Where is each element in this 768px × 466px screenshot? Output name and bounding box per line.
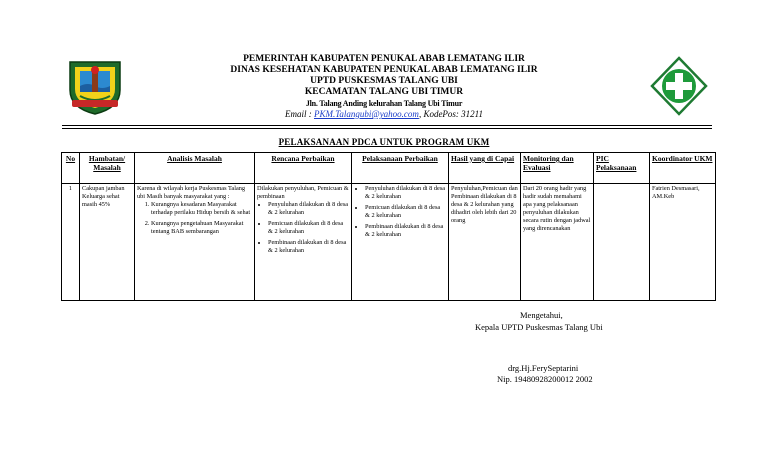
cell-rencana (255, 184, 352, 301)
pelaksanaan-item: • Pemicuan dilakukan di 8 desa & 2 kelurahan (365, 204, 446, 220)
analisis-item: 1. Kurangnya kesadaran Masyarakat terhadap perilaku Hidup bersih & sehat (151, 201, 252, 217)
cell-hambatan: Cakupan jamban Keluarga sehat masih 45% (80, 184, 135, 301)
letterhead-line-2: DINAS KESEHATAN KABUPATEN PENUKAL ABAB LEMATANG ILIR (230, 65, 538, 75)
header-pelaksanaan: Pelaksanaan Perbaikan (352, 153, 449, 184)
signature-name: drg.Hj.FerySeptarini (508, 363, 579, 373)
analisis-intro: Karena di wilayah kerja Puskesmas Talang ubi Masih banyak masyarakat yang : (137, 185, 246, 200)
cell-no: 1 (62, 184, 80, 301)
cell-analisis (135, 184, 255, 301)
pelaksanaan-list (354, 185, 446, 239)
cell-koordinator: Fatrien Desmasari, AM.Keb (650, 184, 716, 301)
cell-monitoring: Dari 20 orang hadir yang hadir sudah memahami apa yang pelaksanaan penyuluhan dilakukan secara rutin dengan jadwal yang direncanakan (521, 184, 594, 301)
letterhead-line-1: PEMERINTAH KABUPATEN PENUKAL ABAB LEMATANG ILIR (243, 54, 525, 64)
signature-position: Kepala UPTD Puskesmas Talang Ubi (475, 322, 603, 332)
header-koordinator: Koordinator UKM (650, 153, 716, 184)
cell-hasil: Penyuluhan,Pemicuan dan Pembinaan dilakukan di 8 desa & 2 kelurahan yang dihadiri oleh lebih dari 20 orang (449, 184, 521, 301)
header-monitoring: Monitoring dan Evaluasi (521, 153, 594, 184)
letterhead-line-4: KECAMATAN TALANG UBI TIMUR (304, 87, 464, 97)
header-hambatan: Hambatan/ Masalah (80, 153, 135, 184)
postal-code: , KodePos: 31211 (418, 109, 484, 119)
letterhead-rule-thin (62, 128, 712, 129)
letterhead-rule (62, 125, 712, 126)
header-analisis: Analisis Masalah (135, 153, 255, 184)
email-label: Email : (284, 109, 312, 119)
signature-nip: Nip. 19480928200012 2002 (497, 374, 593, 384)
analisis-item: 2. Kurangnya pengetahuan Masyarakat tentang BAB sembarangan (151, 220, 252, 236)
letterhead-address: Jln. Talang Anding kelurahan Talang Ubi Timur (305, 99, 463, 108)
email-link[interactable]: PKM.Talangubi@yahoo.com (313, 109, 419, 119)
pelaksanaan-item: • Penyuluhan dilakukan di 8 desa & 2 kelurahan (365, 185, 446, 201)
rencana-list (257, 201, 349, 255)
pelaksanaan-item: • Pembinaan dilakukan di 8 desa & 2 kelurahan (365, 223, 446, 239)
rencana-intro: Dilakukan penyuluhan, Pemicuan & pembinaan (257, 185, 349, 200)
header-hasil: Hasil yang di Capai (449, 153, 521, 184)
header-rencana: Rencana Perbaikan (255, 153, 352, 184)
header-pic: PIC Pelaksanaan (594, 153, 650, 184)
cell-pic (594, 184, 650, 301)
rencana-item: • Penyuluhan dilakukan di 8 desa & 2 kelurahan (268, 201, 349, 217)
analisis-list (137, 201, 252, 236)
table-header-row (62, 153, 716, 184)
rencana-item: • Pembinaan dilakukan di 8 desa & 2 kelurahan (268, 239, 349, 255)
document-title: PELAKSANAAN PDCA UNTUK PROGRAM UKM (278, 137, 490, 147)
header-no: No (62, 153, 80, 184)
signature-acknowledged: Mengetahui, (520, 310, 563, 320)
rencana-item: • Pemicuan dilakukan di 8 desa & 2 kelurahan (268, 220, 349, 236)
letterhead-contact (0, 109, 768, 119)
letterhead-line-3: UPTD PUSKESMAS TALANG UBI (310, 76, 458, 86)
cell-pelaksanaan (352, 184, 449, 301)
table-row (62, 184, 716, 301)
pdca-table (61, 152, 716, 301)
